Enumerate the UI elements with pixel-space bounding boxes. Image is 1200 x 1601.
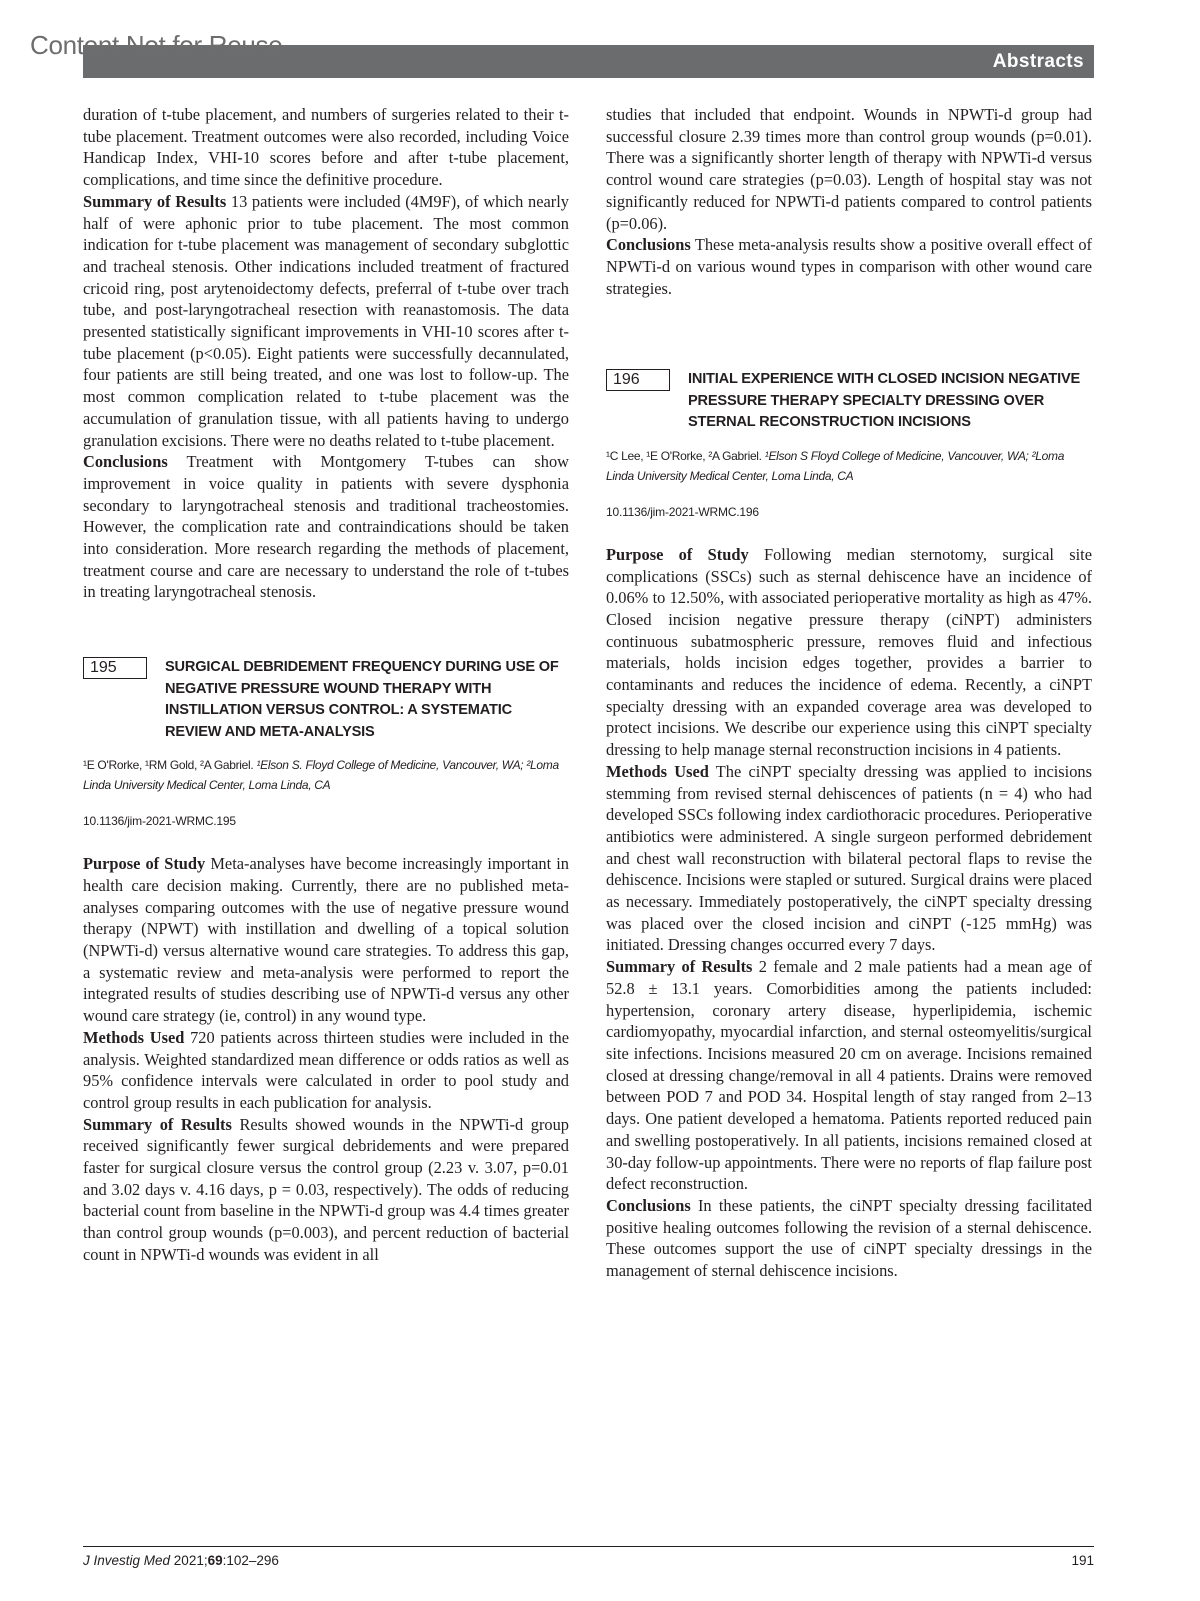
paragraph-text: These meta-analysis results show a positive overall effect of NPWTi-d on various wound types in comparison with other wound care strategies.	[606, 235, 1092, 298]
abstract-196	[606, 369, 1092, 1281]
paragraph-text: studies that included that endpoint. Wounds in NPWTi-d group had successful closure 2.39 times more than control group wounds (p=0.01). There was a significantly shorter length of therapy with NPWTi-d versus control wound care strategies (p=0.03). Length of hospital stay was not significantly reduced for NPWTi-d patients compared to control patients (p=0.06).	[606, 105, 1092, 233]
section-lead: Conclusions	[606, 235, 691, 255]
doi: 10.1136/jim-2021-WRMC.196	[606, 504, 759, 519]
body-paragraph	[83, 1027, 569, 1114]
affiliations: ¹Elson S. Floyd College of Medicine, Vancouver, WA; ²Loma Linda University Medical Center, Loma Linda, CA	[83, 758, 559, 793]
author-line	[606, 446, 1092, 486]
body-paragraph	[83, 853, 569, 1027]
paragraph-text: 13 patients were included (4M9F), of which nearly half of were aphonic prior to tube placement. The most common indication for t-tube placement was management of secondary subglottic and tracheal stenosis. Other indications included treatment of fractured cricoid ring, post arytenoidectomy defects, preferral of t-tube over trach tube, and post-laryngotracheal resection with reanastomosis. The data presented statistically significant improvements in VHI-10 scores after t-tube placement (p<0.05). Eight patients were successfully decannulated, four patients are still being treated, and one was lost to follow-up. The most common complication related to t-tube placement was the accumulation of granulation tissue, with all patients having to undergo granulation excisions. There were no deaths related to t-tube placement.	[83, 191, 569, 450]
abstract-title: SURGICAL DEBRIDEMENT FREQUENCY DURING USE OF NEGATIVE PRESSURE WOUND THERAPY WITH INSTILLATION VERSUS CONTROL: A SYSTEMATIC REVIEW AND META-ANALYSIS	[165, 659, 559, 740]
paragraph-text: 720 patients across thirteen studies were included in the analysis. Weighted standardized mean difference or odds ratios as well as 95% confidence intervals were calculated in order to pool study and control group results in each publication for analysis.	[83, 1027, 569, 1112]
section-lead: Purpose of Study	[606, 544, 749, 564]
author-names: ¹E O'Rorke, ¹RM Gold, ²A Gabriel.	[83, 758, 257, 773]
paragraph-text: Meta-analyses have become increasingly important in health care decision making. Currently, there are no published meta-analyses comparing outcomes with the use of negative pressure wound therapy (NPWT) with instillation and dwelling of a topical solution (NPWTi-d) versus alternative wound care strategies. To address this gap, a systematic review and meta-analysis were performed to report the integrated results of studies describing use of NPWTi-d versus any other wound care strategy (ie, control) in any wound type.	[83, 854, 570, 1026]
body-paragraph	[606, 761, 1092, 956]
journal-name: J Investig Med	[83, 1553, 171, 1568]
section-lead: Purpose of Study	[83, 854, 206, 874]
section-lead: Summary of Results	[83, 1114, 232, 1134]
abstract-number: 196	[606, 369, 670, 391]
section-lead: Conclusions	[83, 452, 168, 472]
watermark: Content Not for Reuse	[30, 30, 283, 60]
abstract-title: INITIAL EXPERIENCE WITH CLOSED INCISION NEGATIVE PRESSURE THERAPY SPECIALTY DRESSING OVER STERNAL RECONSTRUCTION INCISIONS	[688, 371, 1081, 431]
body-paragraph	[606, 956, 1092, 1195]
paragraph-text: Results showed wounds in the NPWTi-d group received significantly fewer surgical debridements and were prepared faster for surgical closure versus the control group (2.23 v. 3.07, p=0.01 and 3.02 days v. 4.16 days, p = 0.03, respectively). The odds of reducing bacterial count from baseline in the NPWTi-d group was 4.4 times greater than control group wounds (p=0.003), and percent reduction of bacterial count in NPWTi-d wounds was evident in all	[83, 1114, 569, 1264]
abstract-number: 195	[83, 657, 147, 679]
section-lead: Summary of Results	[606, 957, 753, 977]
paragraph-text: Following median sternotomy, surgical site complications (SSCs) such as sternal dehiscence have an incidence of 0.06% to 12.50%, with associated perioperative mortality as high as 47%. Closed incision negative pressure therapy (ciNPT) administers continuous subatmospheric pressure, removes fluid and infectious materials, holds incision edges together, provides a barrier to contaminants and reduces the incidence of edema. Recently, a ciNPT specialty dressing with an expanded coverage area was developed to protect incisions. We describe our experience using this ciNPT specialty dressing to help manage sternal reconstruction incisions in 4 patients.	[606, 544, 1092, 760]
body-paragraph	[83, 191, 569, 451]
journal-volume: 69	[207, 1553, 223, 1568]
section-title: Abstracts	[992, 51, 1084, 72]
abstract-heading	[83, 657, 569, 743]
paragraph-text: duration of t-tube placement, and numbers of surgeries related to their t-tube placement. Treatment outcomes were also recorded, including Voice Handicap Index, VHI-10 scores before and after t-tube placement, complications, and time since the definitive procedure.	[83, 105, 569, 190]
body-paragraph	[606, 1195, 1092, 1282]
footer-rule	[83, 1546, 1094, 1547]
page-number: 191	[1071, 1553, 1094, 1568]
body-paragraph	[83, 104, 569, 191]
section-lead: Methods Used	[83, 1027, 185, 1047]
paragraph-text: Treatment with Montgomery T-tubes can show improvement in voice quality in patients with severe dysphonia secondary to laryngotracheal stenosis and traditional tracheostomies. However, the complication rate and contraindications should be taken into consideration. More research regarding the methods of placement, treatment course and care are necessary to understand the role of t-tubes in treating laryngotracheal stenosis.	[83, 452, 569, 602]
journal-citation	[83, 1553, 279, 1568]
paragraph-text: The ciNPT specialty dressing was applied to incisions stemming from revised sternal dehiscences of patients (n = 4) who had developed SSCs following index cardiothoracic procedures. Perioperative antibiotics were administered. A single surgeon performed debridement and chest wall reconstruction with bilateral pectoral flaps to revise the dehiscence. Incisions were stapled or sutured. Surgical drains were placed as necessary. Immediately postoperatively, the ciNPT specialty dressing was placed over the closed incision and ciNPT (-125 mmHg) was initiated. Dressing changes occurred every 7 days.	[606, 761, 1092, 955]
author-line	[83, 755, 569, 795]
doi: 10.1136/jim-2021-WRMC.195	[83, 814, 236, 829]
section-lead: Summary of Results	[83, 191, 227, 211]
body-paragraph	[606, 544, 1092, 761]
body-paragraph	[83, 1114, 569, 1266]
abstract-heading	[606, 369, 1092, 434]
journal-year: 2021;	[170, 1553, 208, 1568]
author-names: ¹C Lee, ¹E O'Rorke, ²A Gabriel.	[606, 448, 765, 463]
affiliations: ¹Elson S Floyd College of Medicine, Vancouver, WA; ²Loma Linda University Medical Center, Loma Linda, CA	[606, 448, 1065, 483]
body-paragraph	[606, 234, 1092, 299]
paragraph-text: 2 female and 2 male patients had a mean age of 52.8 ± 13.1 years. Comorbidities among the patients included: hypertension, coronary artery disease, hyperlipidemia, ischemic cardiomyopathy, myocardial infarction, and sternal osteomyelitis/surgical site infections. Incisions measured 20 cm on average. Incisions remained closed at dressing change/removal in all 4 patients. Drains were removed between POD 7 and POD 34. Hospital length of stay ranged from 2–13 days. One patient developed a hematoma. Patients reported reduced pain and swelling postoperatively. In all patients, incisions remained closed at 30-day follow-up appointments. There were no reports of flap failure post defect reconstruction.	[606, 957, 1092, 1194]
body-paragraph	[83, 451, 569, 603]
journal-pages: :102–296	[222, 1553, 279, 1568]
paragraph-text: In these patients, the ciNPT specialty dressing facilitated positive healing outcomes following the revision of a sternal dehiscence. These outcomes support the use of ciNPT specialty dressings in the management of sternal dehiscence incisions.	[606, 1195, 1092, 1281]
body-paragraph	[606, 104, 1092, 234]
section-lead: Conclusions	[606, 1195, 691, 1215]
right-column	[606, 104, 1092, 1282]
section-lead: Methods Used	[606, 761, 709, 781]
left-column	[83, 104, 569, 1266]
abstract-195	[83, 657, 569, 1265]
